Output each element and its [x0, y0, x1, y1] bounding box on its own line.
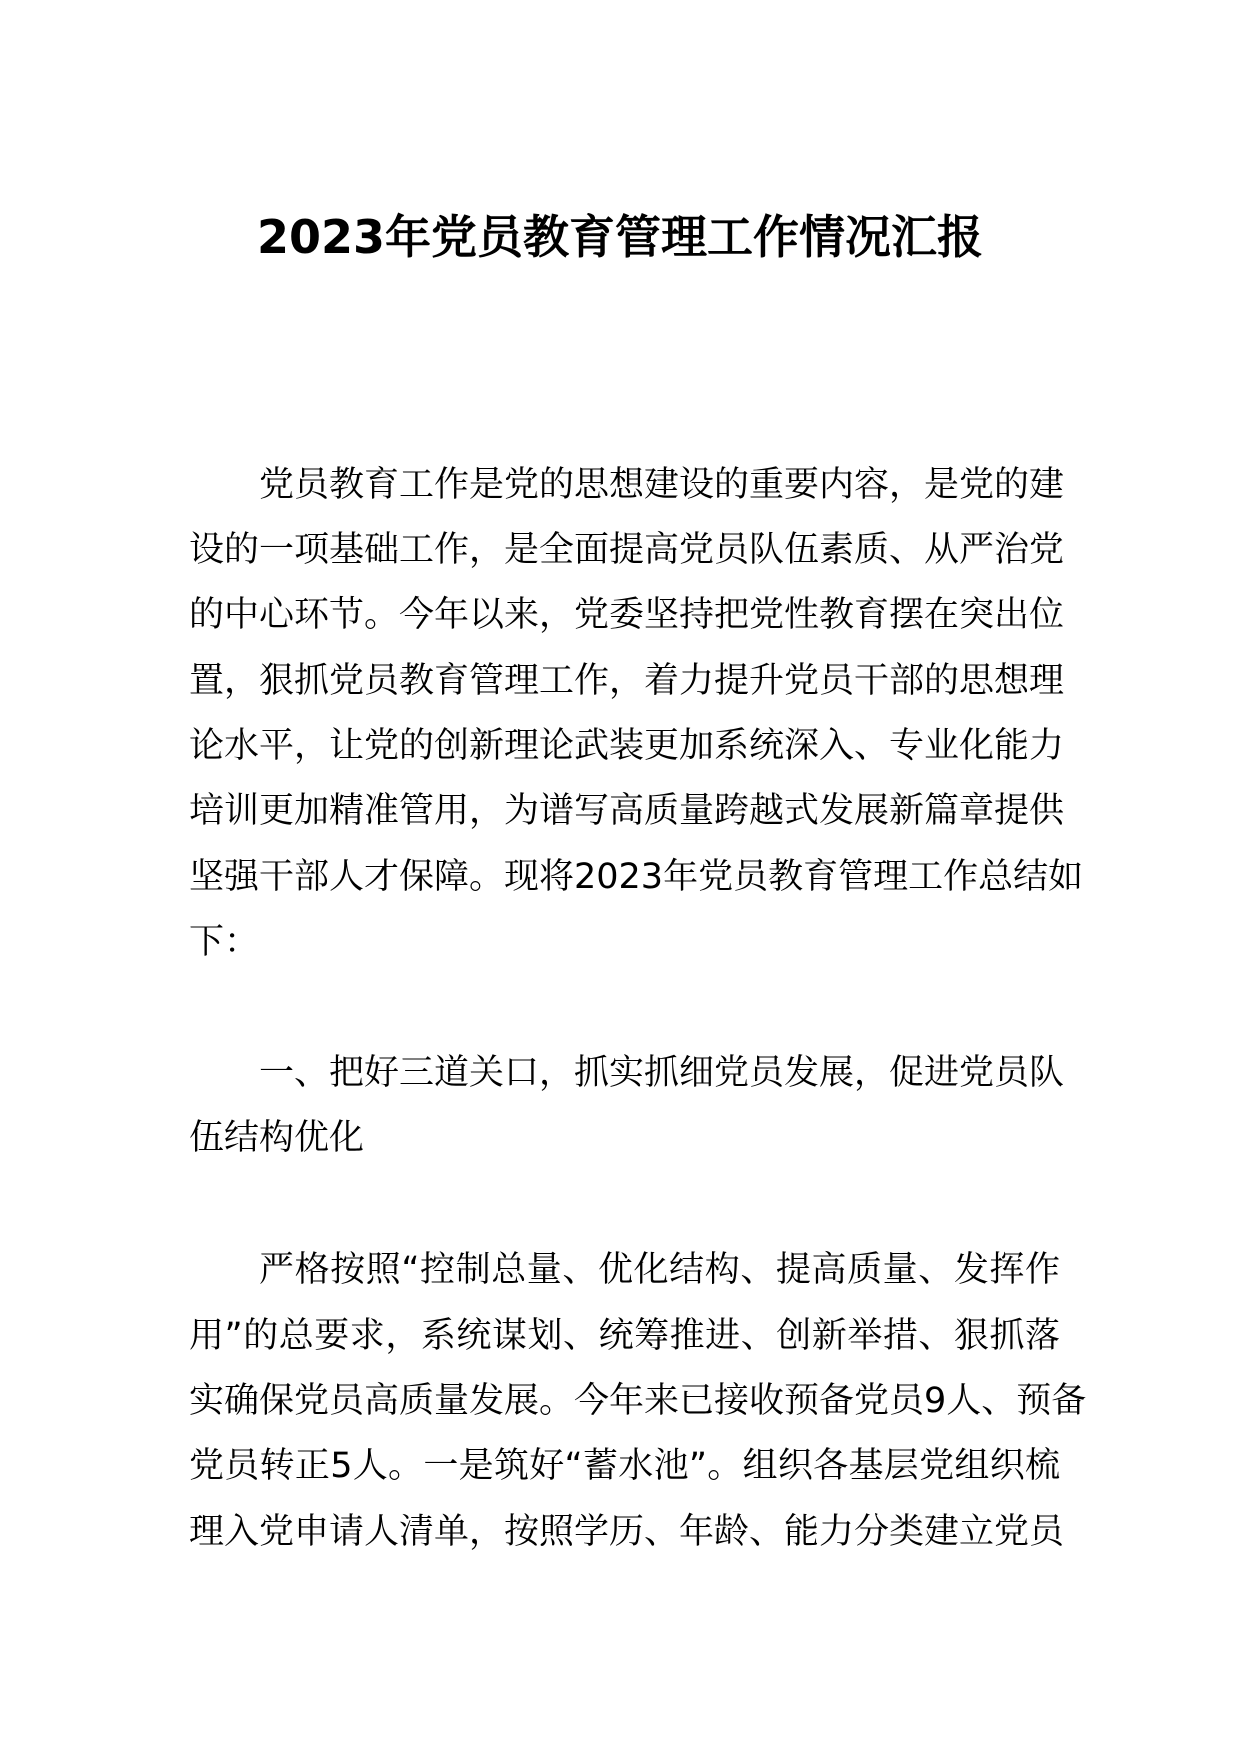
text-line: 下：	[189, 922, 260, 962]
text-line: 党员转正5人。一是筑好“蓄水池”。组织各基层党组织梳	[189, 1446, 1060, 1486]
text-line: 党员教育工作是党的思想建设的重要内容，是党的建	[259, 465, 1065, 505]
text-line: 实确保党员高质量发展。今年来已接收预备党员9人、预备	[189, 1381, 1087, 1421]
text-line: 用”的总要求，系统谋划、统筹推进、创新举措、狠抓落	[189, 1316, 1060, 1356]
document-title: 2023年党员教育管理工作情况汇报	[256, 210, 984, 264]
text-line: 理入党申请人清单，按照学历、年龄、能力分类建立党员	[189, 1512, 1065, 1552]
text-line: 坚强干部人才保障。现将2023年党员教育管理工作总结如	[189, 857, 1084, 897]
text-line: 培训更加精准管用，为谱写高质量跨越式发展新篇章提供	[189, 791, 1065, 831]
text-line: 论水平，让党的创新理论武装更加系统深入、专业化能力	[189, 726, 1065, 766]
text-line: 置，狠抓党员教育管理工作，着力提升党员干部的思想理	[189, 661, 1065, 701]
text-line: 伍结构优化	[189, 1118, 365, 1158]
text-line: 严格按照“控制总量、优化结构、提高质量、发挥作	[259, 1250, 1060, 1290]
text-line: 设的一项基础工作，是全面提高党员队伍素质、从严治党	[189, 530, 1065, 570]
text-line: 的中心环节。今年以来，党委坚持把党性教育摆在突出位	[189, 595, 1065, 635]
text-line: 一、把好三道关口，抓实抓细党员发展，促进党员队	[259, 1053, 1065, 1093]
